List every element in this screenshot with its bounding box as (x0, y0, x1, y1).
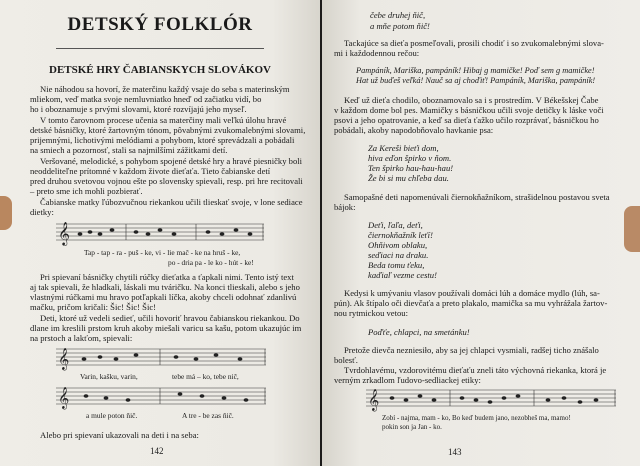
music-staff (56, 384, 266, 410)
thumb (0, 196, 12, 230)
paragraph-line: ho i oboznamuje s prvými slovami, ktoré rozvíjajú jeho myseľ. (30, 104, 247, 114)
paragraph-line: na smiech a pozornosť, stali sa najmilšími zážitkami detí. (30, 145, 228, 155)
paragraph-line: Tvrdohlavému, vzdorovitému dieťaťu zneli táto výchovná riekanka, ktorá je (344, 365, 607, 375)
music-staff (366, 386, 616, 412)
verse-line: Poďťe, chlapci, na smetánku! (368, 327, 470, 337)
lyrics-line: a mule poton ňič. (86, 411, 138, 420)
verse-line: a mňe potom ňič! (370, 21, 430, 31)
section-heading: DETSKÉ HRY ČABIANSKYCH SLOVÁKOV (49, 64, 271, 76)
paragraph-line: dietky: (30, 207, 54, 217)
lyrics-line: Zobí - najma, mam - ko, Bo keď budem jano, nezobheš ma, mamo! (382, 414, 571, 422)
verse-line: Beda tomu ťeku, (368, 260, 425, 270)
paragraph-line: Keď už dieťa chodilo, oboznamovalo sa i s prostredím. V Békešskej Čabe (344, 95, 599, 105)
verse-line: kaďiaľ vezme cestu! (368, 270, 437, 280)
lyrics-line: po - dria pa - le ko - hút - ke! (168, 258, 254, 267)
lyrics-line: Varin, kašku, varin, (80, 372, 138, 381)
thumb (624, 206, 640, 252)
right-page (322, 0, 640, 466)
verse-line: Za Kereši bieťi dom, (368, 143, 439, 153)
paragraph-line: bolesť. (334, 355, 358, 365)
paragraph-line: dlane im kreslili prstom kruh akoby miešali varicu sa kašu, potom ukazujúc im (30, 323, 302, 333)
paragraph-line: vlastnými rúčkami mu hravo potľapkali líčka, akoby chceli odohnať zdanlivú (30, 292, 297, 302)
lyrics-line: A tre - be zas ňič. (182, 411, 234, 420)
treble-clef-icon: 𝄞 (58, 388, 70, 409)
treble-clef-icon: 𝄞 (58, 349, 70, 370)
paragraph-line: nou rytmickou vetou: (334, 308, 408, 318)
paragraph-line: Alebo pri spievaní ukazovali na deti i na seba: (40, 430, 199, 440)
lyrics-line: tebe má – ko, tebe nič, (172, 372, 239, 381)
verse-line: hiva eďon špirko v ňom. (368, 153, 452, 163)
page-number: 143 (448, 447, 462, 457)
treble-clef-icon: 𝄞 (368, 390, 380, 411)
verse-line: čiernokňažník leťí! (368, 230, 433, 240)
paragraph-line: mi i každodennou rečou: (334, 48, 420, 58)
paragraph-line: verným zrkadlom ľudovo-sedliackej etiky: (334, 375, 481, 385)
paragraph-line: Samopašné deti napomenúvali čiernokňažníkom, strašidelnou postavou sveta (344, 192, 610, 202)
lyrics-line: Tap - tap - ra - puš - ke, vi - lie mač - ke na hruš - ke, (84, 248, 241, 257)
verse-line: Pampáník, Mariška, pampáník! Hibaj g mamičke! Poď sem g mamičke! (356, 66, 595, 75)
paragraph-line: aj tak spievali, že hladkali, láskali mu tváričku. Na konci tlieskali, alebo s jeho (30, 282, 300, 292)
paragraph-line: Deti, ktoré už vedeli sedieť, učili hovoriť hravou čabianskou riekankou. Do (40, 313, 300, 323)
paragraph-line: Pretože dievča nezniesiło, aby sa jej chlapci vysmiali, radšej ticho znášalo (344, 345, 599, 355)
verse-line: seďiaci na draku. (368, 250, 429, 260)
paragraph-line: mačku, pričom kričali: Šic! Šic! Šic! (30, 302, 157, 312)
paragraph-line: pobádali, akoby napodobňovalo havkanie psa: (334, 125, 494, 135)
paragraph-line: Nie náhodou sa hovorí, že materčinu každý vsaje do seba s materinským (40, 84, 290, 94)
paragraph-line: Pri spievaní básničky chytili rúčky dieťatka a ťapkali nimi. Tento istý text (40, 272, 294, 282)
music-staff (56, 345, 266, 371)
page-title: DETSKÝ FOLKLÓR (67, 14, 253, 35)
paragraph-line: mliekom, veď matka svoje nemluvniatko hneď od začiatku vidí, bo (30, 94, 262, 104)
title-rule (56, 48, 264, 49)
treble-clef-icon: 𝄞 (58, 223, 70, 245)
paragraph-line: pred druhou svetovou vojnou ešte po slovensky spievali, resp. pri hre recitovali (30, 176, 303, 186)
paragraph-line: Veršované, melodické, s pohybom spojené detské hry a hravé piesničky boli (40, 156, 303, 166)
paragraph-line: Čabianske matky ľúbozvučnou riekankou učili tlieskať svoje, v lone sediace (40, 197, 303, 207)
paragraph-line: bájok: (334, 202, 356, 212)
paragraph-line: – preto sme ich mohli pozbierať. (30, 186, 143, 196)
verse-line: Hat už buďeš veľká! Nauč sa aj choďiť! Pampáník, Mariška, pampáník! (356, 76, 596, 85)
paragraph-line: pún). Ak štípalo oči dievčaťa a preto plakalo, mamička sa mu vyhrážala žartov- (334, 298, 608, 308)
verse-line: Že bi si mu chľeba dau. (368, 173, 449, 183)
lyrics-line: pokin son ja Jan - ko. (382, 423, 442, 431)
paragraph-line: Tackajúce sa dieťa posmeľovali, prosili chodiť i so zvukomalebnými slova- (344, 38, 604, 48)
verse-line: čebe druhej ňič, (370, 10, 426, 20)
verse-line: Deťi, ľaľa, deťi, (368, 220, 423, 230)
paragraph-line: v každom dome bol pes. Mamičky s básničkou učili svoje detičky k láske voči (334, 105, 604, 115)
music-staff (56, 218, 264, 248)
paragraph-line: prijemnými, lichotivými melódiami a pohybom, ktoré sprevádzali a pobádali (30, 135, 295, 145)
paragraph-line: V tomto čarovnom procese učenia sa materčiny mali veľkú úlohu hravé (40, 115, 287, 125)
page-number: 142 (150, 446, 164, 456)
paragraph-line: detské básničky, ktoré žartovným tónom, pôvabnými zvukomalebnými slovami, (30, 125, 306, 135)
paragraph-line: psovi a jeho opatrovanie, a keď sa dieťa ťažko učilo rozprávať, básničkou ho (334, 115, 599, 125)
paragraph-line: neoddeliteľne prítomné v každom živote dieťaťa. Tieto čabianske detí (30, 166, 271, 176)
paragraph-line: Kedysi k umývaniu vlasov používali domáci lúh a domáce mydlo (lúh, sa- (344, 288, 600, 298)
paragraph-line: na prstoch a lakťom, spievali: (30, 333, 133, 343)
verse-line: Ohňivom oblaku, (368, 240, 428, 250)
verse-line: Ten špirko hau-hau-hau! (368, 163, 454, 173)
